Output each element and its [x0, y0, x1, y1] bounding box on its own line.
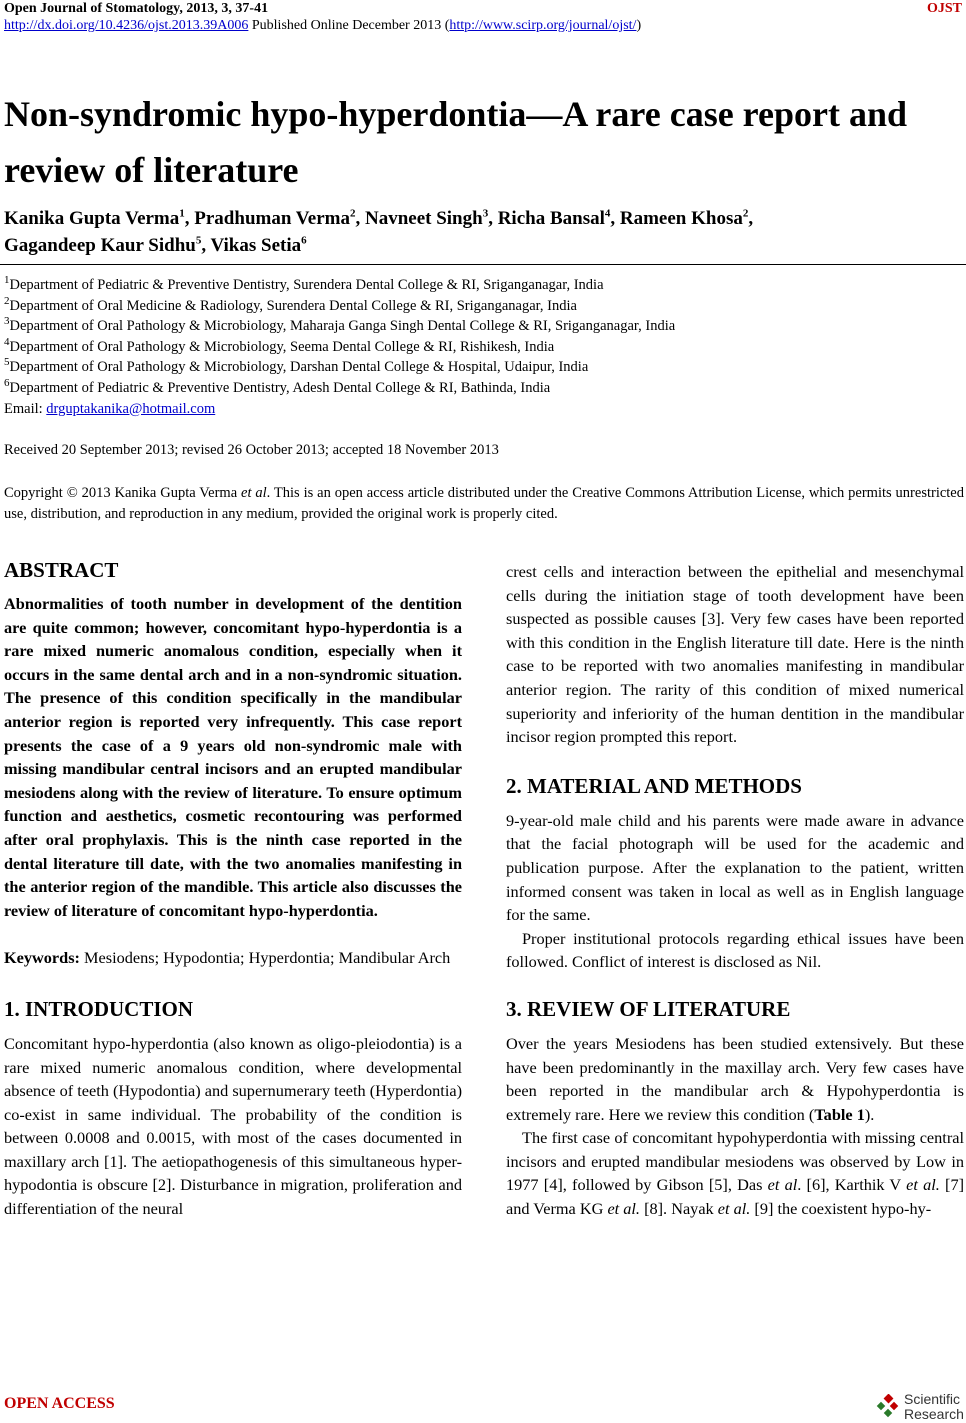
scientific-research-logo	[876, 1392, 964, 1422]
methods-heading: 2. MATERIAL AND METHODS	[506, 773, 802, 798]
logo-line-2: Research	[904, 1406, 964, 1422]
intro-text: Concomitant hypo-hyperdontia (also known as oligo-pleiodontia) is a rare mixed numeric anomalous condition, where developmental absence of teeth (Hypodontia) and supernumerary teeth (Hyperdontia) co-exist in same individual. The probability of the condition is between 0.0008 and 0.0015, with most of the cases documented in maxillary arch [1]. The aetiopathogenesis of this simultaneous hyper-hypodontia is obscure [2]. Disturbance in migration, proliferation and differentiation of the neural	[4, 1033, 462, 1219]
abstract-text: Abnormalities of tooth number in development of the dentition are quite common; however, concomitant hypo-hyperdontia is a rare mixed numeric anomalous condition, especially when it occurs in the same dental arch and in a non-syndromic situation. The presence of this condition specifically in the mandibular anterior region is reported very infrequently. This case report presents the case of a 9 years old non-syndromic male with missing mandibular central incisors and an erupted mandibular mesiodens along with the review of literature. To ensure optimum function and aesthetics, cosmetic recontouring was performed after oral prophylaxis. This is the ninth case reported in the dental literature till date, with the two anomalies manifesting in the anterior region of the mandible. This article also discusses the review of literature of concomitant hypo-hyperdontia.	[4, 594, 462, 920]
author: Kanika Gupta Verma$^1$,	[4, 207, 195, 229]
keywords: Keywords: Mesiodens; Hypodontia; Hyperdontia; Mandibular Arch	[4, 948, 451, 968]
close-paren: )	[636, 18, 642, 33]
published-text: Published Online December 2013 (	[248, 18, 450, 33]
author: Gagandeep Kaur Sidhu$^5$,	[4, 234, 211, 256]
affiliation-item: $^4$Department of Oral Pathology & Microbiology, Seema Dental College & RI, Rishikesh, India	[4, 335, 555, 355]
author: Navneet Singh$^3$,	[364, 207, 498, 229]
email-line	[4, 399, 964, 420]
left-column	[4, 557, 462, 1221]
author: Rameen Khosa$^2$,	[619, 207, 754, 229]
copyright-notice: Copyright © 2013 Kanika Gupta Verma et al. This is an open access article distributed under the Creative Commons Attribution License, which permits unrestricted use, distribution, and reproduction in any medium, provided the original work is properly cited.	[4, 485, 964, 522]
affiliations	[4, 275, 964, 419]
logo-line-1: Scientific	[904, 1391, 961, 1407]
abstract-heading: ABSTRACT	[4, 558, 119, 582]
doi-line	[4, 17, 641, 34]
intro-heading: 1. INTRODUCTION	[4, 996, 194, 1021]
running-header	[4, 0, 641, 34]
author: Vikas Setia$^6$	[210, 234, 307, 256]
affiliation-item: $^6$Department of Pediatric & Preventive Dentistry, Adesh Dental College & RI, Bathinda, India	[4, 377, 551, 396]
author: Richa Bansal$^4$,	[497, 207, 620, 229]
review-paragraph-2: The first case of concomitant hypohyperdontia with missing central incisors and erupted mandibular mesiodens was observed by Low in 1977 [4], followed by Gibson [5], Das et al. [6], Karthik V et al. [7] and Verma KG et al. [8]. Nayak et al. [9] the coexistent hypo-hy-	[506, 1128, 965, 1219]
doi-link[interactable]: http://dx.doi.org/10.4236/ojst.2013.39A006	[4, 18, 249, 33]
journal-abbrev: OJST	[926, 1, 962, 16]
review-paragraph-1: Over the years Mesiodens has been studied extensively. But these have been predominantly in the maxillay arch. Very few cases have been reported in the mandibular arch & Hypohyperdontia is extremely rare. Here we review this condition (Table 1).	[506, 1033, 964, 1124]
open-access-label: OPEN ACCESS	[4, 1395, 115, 1412]
journal-citation: Open Journal of Stomatology, 2013, 3, 37-41	[4, 1, 269, 16]
logo-mark-icon	[876, 1394, 902, 1420]
right-column	[506, 560, 964, 1221]
intro-text-continued: crest cells and interaction between the epithelial and mesenchymal cells during the initiation stage of tooth development have been suspected as possible causes [3]. Very few cases have been reported with this condition in the English literature till date. Here is the ninth case to be reported with two anomalies manifesting in mandibular anterior region. The rarity of this condition of mixed numerical superiority and inferiority of the human dentition in the mandibular incisor region prompted this report.	[506, 562, 964, 747]
article-title: Non-syndromic hypo-hyperdontia—A rare case report and review of literature	[4, 94, 908, 190]
affiliation-item: $^1$Department of Pediatric & Preventive Dentistry, Surendera Dental College & RI, Sriganganagar, India	[4, 274, 604, 293]
affiliation-item: $^5$Department of Oral Pathology & Microbiology, Darshan Dental College & Hospital, Udaipur, India	[4, 356, 589, 376]
author-list	[4, 205, 964, 259]
journal-link[interactable]: http://www.scirp.org/journal/ojst/	[449, 18, 637, 33]
methods-paragraph-1: 9-year-old male child and his parents were made aware in advance that the facial photograph will be used for the academic and publication purpose. After the explanation to the patient, written informed consent was taken in local as well as in English language for the same.	[506, 810, 964, 925]
methods-paragraph-2: Proper institutional protocols regarding ethical issues have been followed. Conflict of interest is disclosed as Nil.	[506, 928, 964, 972]
review-heading: 3. REVIEW OF LITERATURE	[506, 996, 791, 1021]
author: Pradhuman Verma$^2$,	[194, 207, 365, 229]
title-separator-rule	[0, 264, 966, 265]
affiliation-item: $^3$Department of Oral Pathology & Microbiology, Maharaja Ganga Singh Dental College & RI, Sriganganagar, India	[4, 315, 676, 335]
affiliation-item: $^2$Department of Oral Medicine & Radiology, Surendera Dental College & RI, Sriganganagar, India	[4, 294, 577, 314]
article-dates: Received 20 September 2013; revised 26 October 2013; accepted 18 November 2013	[4, 442, 499, 458]
email-link[interactable]: drguptakanika@hotmail.com	[46, 400, 216, 417]
email-label: Email:	[4, 400, 47, 417]
